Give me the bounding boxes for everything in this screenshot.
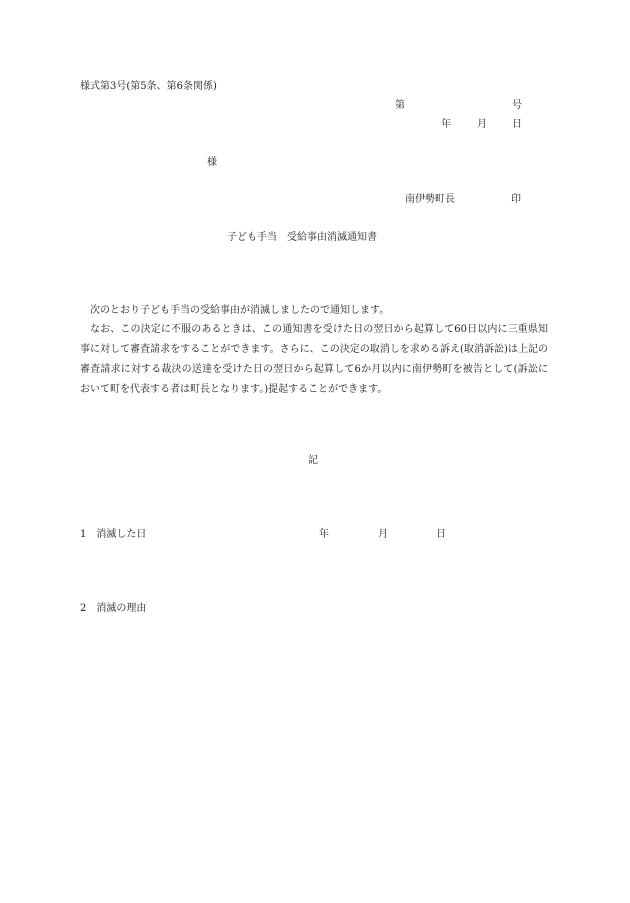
issuer-seal: 印 bbox=[511, 194, 521, 205]
document-number-prefix: 第 bbox=[395, 100, 405, 111]
form-label: 様式第3号(第5条、第6条関係) bbox=[80, 81, 217, 92]
item-label: 2 消滅の理由 bbox=[80, 603, 147, 614]
item-year-label: 年 bbox=[319, 529, 329, 540]
item-day-label: 日 bbox=[436, 529, 446, 540]
issuer-name: 南伊勢町長 bbox=[405, 194, 455, 205]
date-year-label: 年 bbox=[441, 119, 451, 130]
body-paragraph-2: なお、この決定に不服のあるときは、この通知書を受けた日の翌日から起算して60日以内に三重県知事に対して審査請求をすることができます。さらに、この決定の取消しを求める訴え(取消訴訟)は上記の審査請求に対する裁決の送達を受けた日の翌日から起算して6か月以内に南伊勢町を被告として(訴訟において町を代表する者は町長となります。)提起することができます。 bbox=[80, 324, 548, 395]
document-title: 子ども手当 受給事由消滅通知書 bbox=[227, 232, 377, 243]
addressee-honorific: 様 bbox=[207, 157, 217, 168]
body-paragraph-1: 次のとおり子ども手当の受給事由が消滅しましたので通知します。 bbox=[90, 305, 390, 316]
item-label: 1 消滅した日 bbox=[80, 529, 147, 540]
item-month-label: 月 bbox=[378, 529, 388, 540]
document-number-suffix: 号 bbox=[512, 100, 522, 111]
date-day-label: 日 bbox=[512, 119, 522, 130]
date-month-label: 月 bbox=[477, 119, 487, 130]
ki-marker: 記 bbox=[308, 455, 318, 466]
